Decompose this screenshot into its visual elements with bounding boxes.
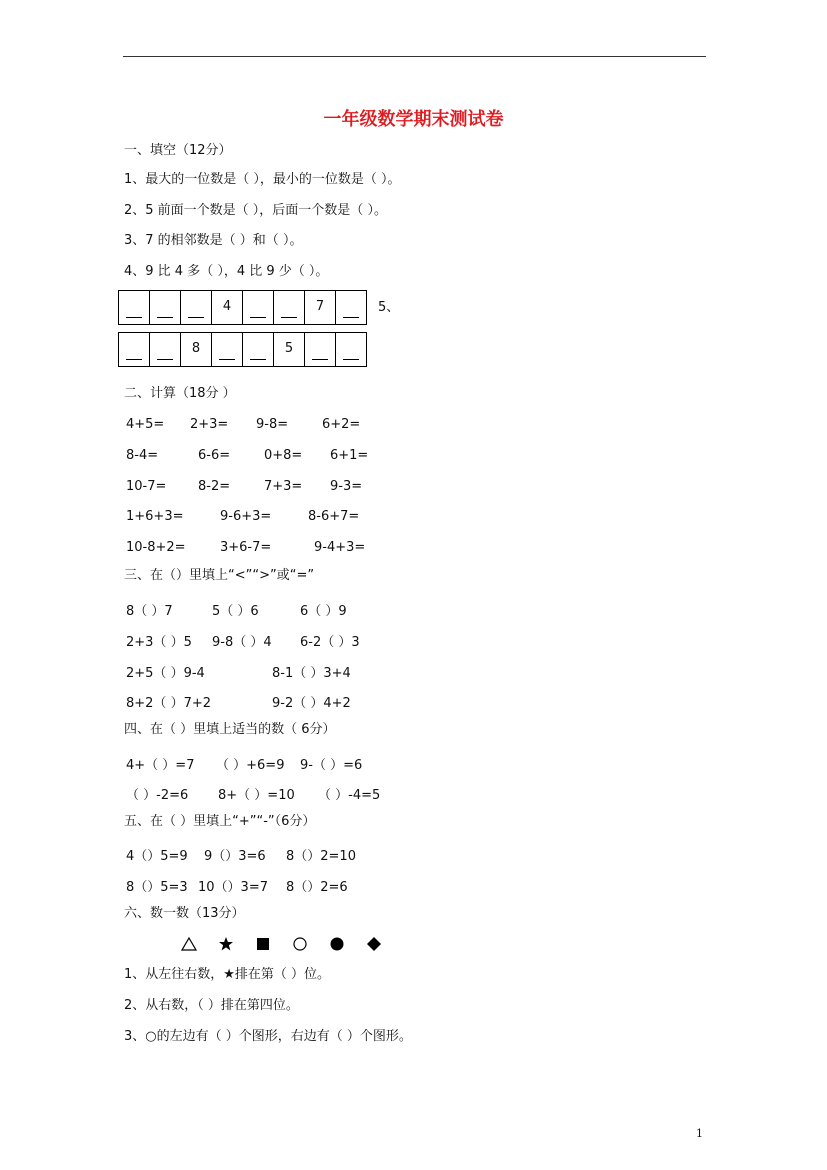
operator-expression: 9（）3=6	[204, 849, 266, 864]
header-rule	[123, 56, 706, 57]
s6-question-2: 2、从右数，（ ）排在第四位。	[124, 998, 299, 1013]
section-6-heading: 六、数一数（13分）	[124, 906, 245, 921]
answer-blank-line	[157, 359, 173, 360]
fill-number-expression: 4+（ ）=7	[126, 758, 195, 773]
compare-expression: 9-8（ ）4	[212, 635, 272, 650]
operator-expression: 8（）2=10	[286, 849, 356, 864]
circle-filled-icon	[318, 935, 355, 953]
number-grid-cell	[243, 290, 274, 325]
calc-expression: 9-3=	[330, 479, 363, 494]
s6-question-3: 3、○的左边有（ ）个图形，右边有（ ）个图形。	[124, 1029, 412, 1044]
section-3-heading: 三、在（）里填上“<”“>”或“=”	[124, 568, 315, 583]
number-grid-row-2	[118, 332, 367, 367]
page-title: 一年级数学期末测试卷	[323, 109, 504, 130]
calc-expression: 0+8=	[264, 448, 303, 463]
answer-blank-line	[343, 317, 359, 318]
number-grid-cell	[181, 290, 212, 325]
fill-number-expression: （ ）-2=6	[126, 788, 189, 803]
compare-expression: 9-2（ ）4+2	[272, 696, 351, 711]
diamond-filled-icon	[355, 935, 392, 953]
calc-expression: 4+5=	[126, 417, 165, 432]
fill-number-expression: （ ）+6=9	[216, 758, 285, 773]
section-1-heading: 一、填空（12分）	[124, 143, 232, 158]
s6-question-1: 1、从左往右数，★排在第（ ）位。	[124, 967, 331, 982]
section-4-heading: 四、在（ ）里填上适当的数（ 6分）	[124, 722, 336, 737]
s1-question-3: 3、7 的相邻数是（ ）和（ ）。	[124, 233, 303, 248]
number-grid-cell	[212, 332, 243, 367]
compare-expression: 8+2（ ）7+2	[126, 696, 212, 711]
calc-expression: 10-8+2=	[126, 540, 186, 555]
number-grid-cell	[212, 290, 243, 325]
compare-expression: 8-1（ ）3+4	[272, 666, 351, 681]
s1-question-4: 4、9 比 4 多（ ），4 比 9 少（ ）。	[124, 264, 329, 279]
compare-expression: 2+5（ ）9-4	[126, 666, 205, 681]
calc-expression: 8-6+7=	[308, 509, 360, 524]
square-filled-icon	[244, 935, 281, 953]
calc-expression: 9-8=	[256, 417, 289, 432]
circle-outline-icon	[281, 935, 318, 953]
calc-expression: 3+6-7=	[220, 540, 272, 555]
answer-blank-line	[157, 317, 173, 318]
calc-expression: 8-4=	[126, 448, 159, 463]
answer-blank-line	[250, 317, 266, 318]
calc-expression: 6-6=	[198, 448, 231, 463]
answer-blank-line	[126, 317, 142, 318]
section-2-heading: 二、计算（18分 ）	[124, 386, 236, 401]
number-grid-cell	[274, 290, 305, 325]
answer-blank-line	[250, 359, 266, 360]
number-grid-value: 5	[284, 341, 294, 356]
compare-expression: 8（ ）7	[126, 604, 173, 619]
number-grid-value: 8	[191, 341, 201, 356]
number-grid-cell	[243, 332, 274, 367]
calc-expression: 2+3=	[190, 417, 229, 432]
number-grid-cell	[181, 332, 212, 367]
number-grid-cell	[150, 332, 181, 367]
answer-blank-line	[126, 359, 142, 360]
compare-expression: 5（ ）6	[212, 604, 259, 619]
number-grid-row-1	[118, 290, 367, 325]
calc-expression: 9-6+3=	[220, 509, 272, 524]
calc-expression: 10-7=	[126, 479, 167, 494]
calc-expression: 7+3=	[264, 479, 303, 494]
fill-number-expression: 9-（ ）=6	[300, 758, 363, 773]
answer-blank-line	[312, 359, 328, 360]
calc-expression: 1+6+3=	[126, 509, 184, 524]
number-grid-value: 7	[315, 299, 325, 314]
fill-number-expression: 8+（ ）=10	[218, 788, 295, 803]
s1-question-2: 2、5 前面一个数是（ ），后面一个数是（ ）。	[124, 203, 387, 218]
calc-expression: 6+1=	[330, 448, 369, 463]
number-grid-cell	[305, 332, 336, 367]
answer-blank-line	[188, 317, 204, 318]
number-grid-cell	[119, 290, 150, 325]
operator-expression: 4（）5=9	[126, 849, 188, 864]
answer-blank-line	[219, 359, 235, 360]
fill-number-expression: （ ）-4=5	[318, 788, 381, 803]
operator-expression: 8（）5=3	[126, 880, 188, 895]
calc-expression: 6+2=	[322, 417, 361, 432]
triangle-outline-icon	[170, 935, 207, 953]
compare-expression: 2+3（ ）5	[126, 635, 192, 650]
answer-blank-line	[343, 359, 359, 360]
answer-blank-line	[281, 317, 297, 318]
shape-sequence	[170, 935, 392, 953]
compare-expression: 6（ ）9	[300, 604, 347, 619]
page-number: 1	[696, 1127, 703, 1140]
s1-question-1: 1、最大的一位数是（ ），最小的一位数是（ ）。	[124, 172, 401, 187]
calc-expression: 9-4+3=	[314, 540, 366, 555]
s1-question-5-label: 5、	[378, 300, 400, 315]
number-grid-cell	[119, 332, 150, 367]
compare-expression: 6-2（ ）3	[300, 635, 360, 650]
number-grid-cell	[336, 290, 367, 325]
number-grid-cell	[274, 332, 305, 367]
section-5-heading: 五、在（ ）里填上“+”“-”（6分）	[124, 814, 316, 829]
number-grid-value: 4	[222, 299, 232, 314]
star-filled-icon	[207, 935, 244, 953]
calc-expression: 8-2=	[198, 479, 231, 494]
number-grid-cell	[336, 332, 367, 367]
operator-expression: 8（）2=6	[286, 880, 348, 895]
number-grid-cell	[305, 290, 336, 325]
number-grid-cell	[150, 290, 181, 325]
operator-expression: 10（）3=7	[198, 880, 268, 895]
